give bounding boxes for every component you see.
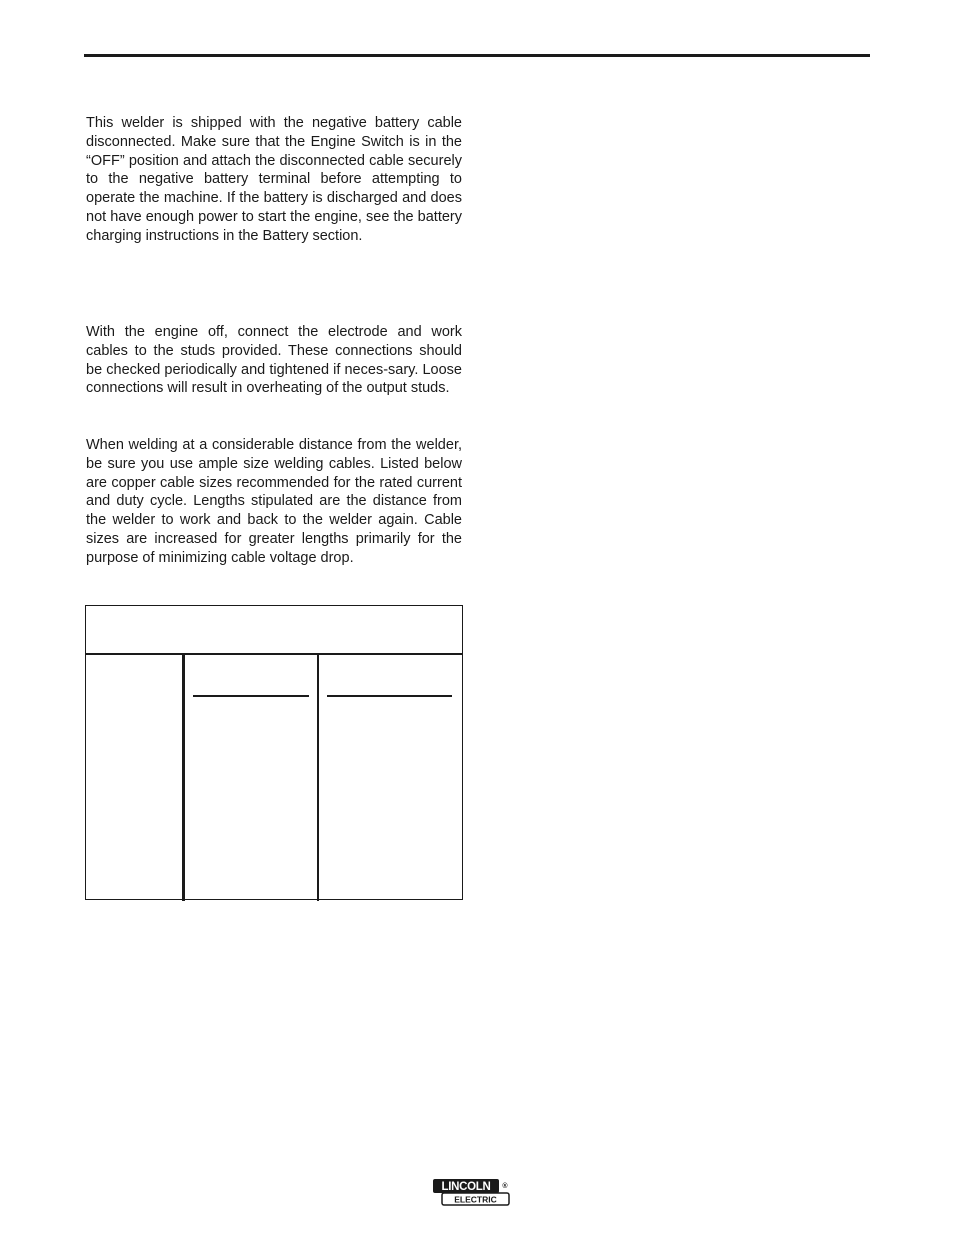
logo-top-text: LINCOLN — [441, 1181, 491, 1193]
table-header-divider — [86, 653, 462, 655]
output-connections-paragraph: With the engine off, connect the electrode and work cables to the studs provided. These connections should be checked periodically and tightened if neces-sary. Loose connections will result in overheating of the output studs. — [86, 324, 462, 397]
header-rule — [84, 54, 870, 57]
lincoln-electric-logo — [432, 1178, 512, 1207]
cable-size-table — [85, 605, 463, 900]
table-column-divider — [182, 655, 185, 901]
table-subheader-underline — [327, 695, 452, 697]
logo-bottom-text: ELECTRIC — [454, 1194, 497, 1205]
table-column-divider — [317, 655, 319, 901]
cable-sizes-paragraph: When welding at a considerable distance from the welder, be sure you use ample size welding cables. Listed below are copper cable sizes recommended for the rated current and duty cycle. Lengths stipulated are the distance from the welder to work and back to the welder again. Cable sizes are increased for greater lengths primarily for the purpose of minimizing cable voltage drop. — [86, 437, 462, 566]
table-subheader-underline — [193, 695, 309, 697]
battery-connection-paragraph: This welder is shipped with the negative battery cable disconnected. Make sure that the Engine Switch is in the “OFF” position and attach the disconnected cable securely to the negative battery terminal before attempting to operate the machine. If the battery is discharged and does not have enough power to start the engine, see the battery charging instructions in the Battery section. — [86, 115, 462, 244]
logo-registered-mark: ® — [502, 1183, 508, 1190]
